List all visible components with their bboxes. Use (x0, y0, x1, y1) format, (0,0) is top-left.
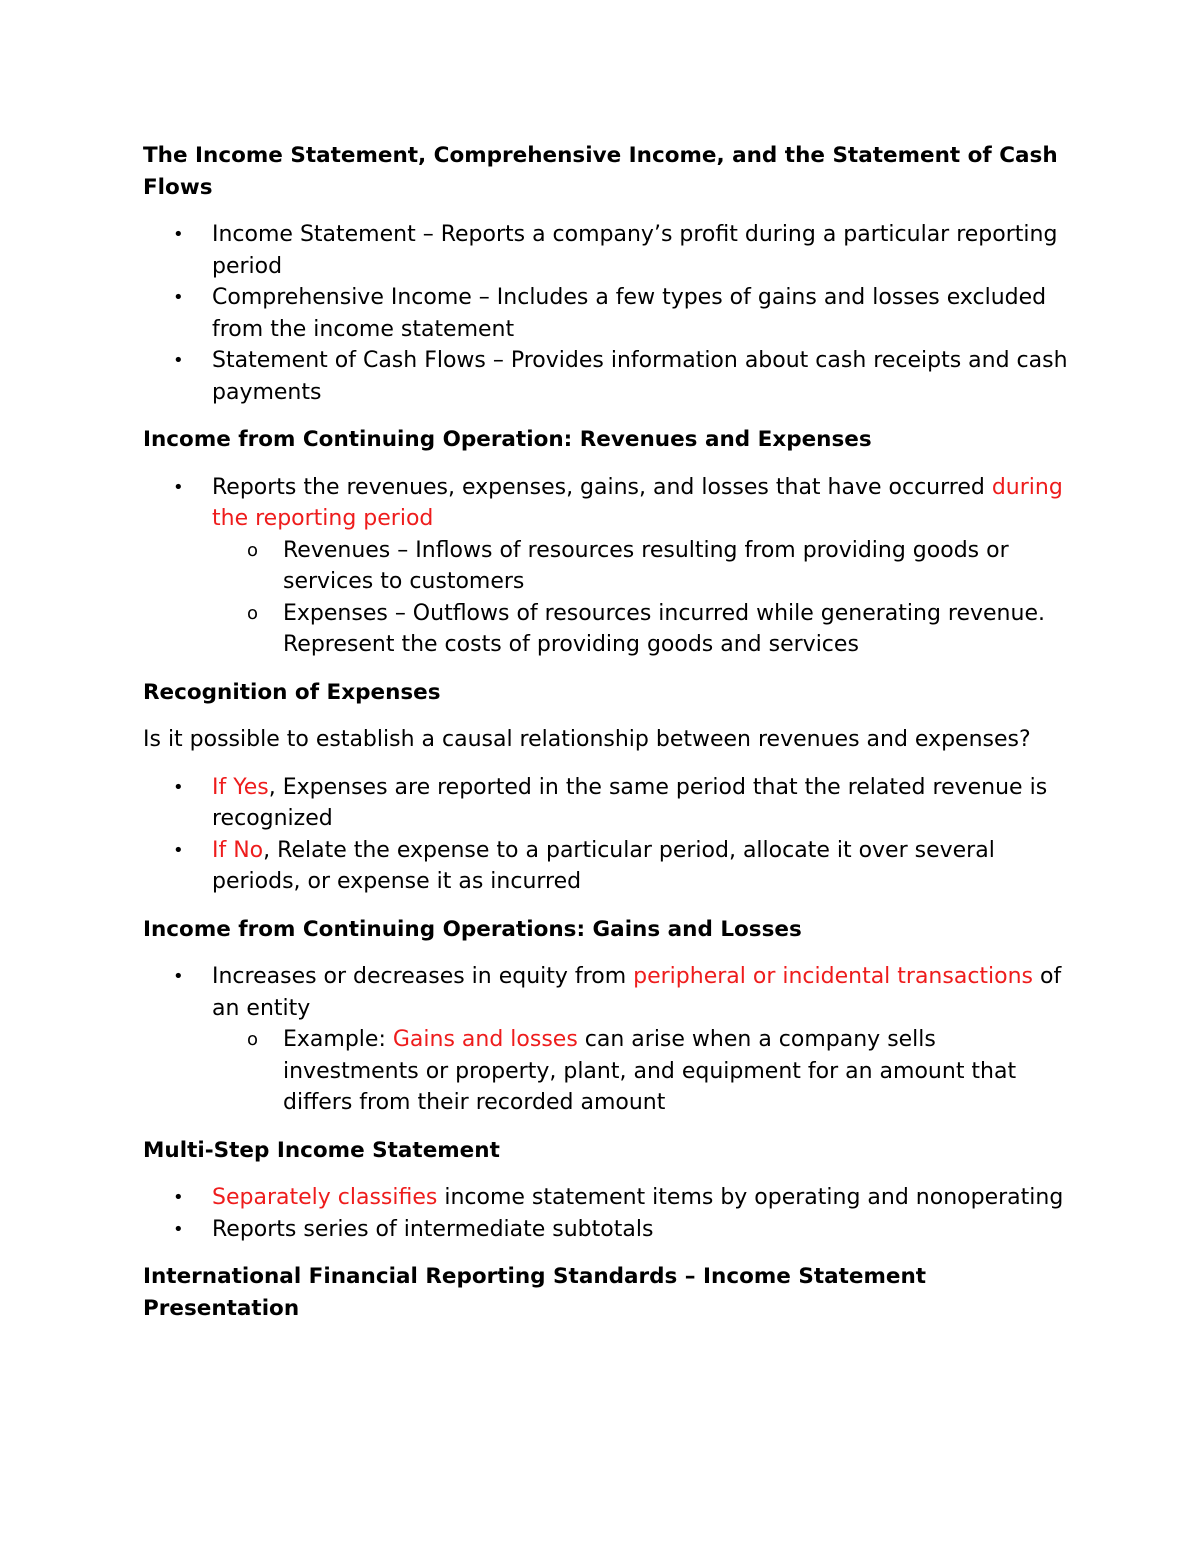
list-item-text: Comprehensive Income – Includes a few types of gains and losses excluded from the income statement (212, 285, 1047, 342)
list-item-text: can arise when a company sells investments or property, plant, and equipment for an amount that differs from their recorded amount (283, 1027, 1017, 1115)
document-content (143, 140, 1068, 1340)
list-item-text: Reports series of intermediate subtotals (212, 1216, 654, 1242)
bullet-icon: • (173, 776, 184, 798)
list-item-text: income statement items by operating and nonoperating (437, 1185, 1064, 1210)
list-item (143, 835, 1068, 898)
sub-list-item (143, 1024, 1068, 1119)
list-item-text: Reports the revenues, expenses, gains, and losses that have occurred (212, 474, 992, 500)
section-heading-ifrs: International Financial Reporting Standards – Income Statement Presentation (143, 1264, 927, 1321)
bullet-list-revenues-expenses (143, 472, 1068, 661)
list-item-text: Income Statement – Reports a company’s profit during a particular reporting period (212, 222, 1058, 279)
bullet-icon: • (173, 224, 184, 245)
list-item (143, 961, 1068, 1024)
section-heading-multi-step: Multi-Step Income Statement (143, 1137, 500, 1163)
list-item-text: , Expenses are reported in the same period that the related revenue is recognized (212, 774, 1048, 831)
bullet-list-recognition (143, 772, 1068, 898)
list-item (143, 219, 1068, 282)
bullet-list-multi-step (143, 1182, 1068, 1245)
sub-list-item (143, 535, 1068, 598)
highlighted-text: If No (212, 837, 264, 863)
bullet-list-statements (143, 219, 1068, 408)
list-item (143, 472, 1068, 535)
bullet-icon: • (173, 287, 184, 308)
list-item-text: , Relate the expense to a particular period, allocate it over several periods, or expense it as incurred (212, 837, 995, 894)
list-item-text: of an entity (212, 964, 1062, 1021)
bullet-icon: • (173, 476, 184, 498)
bullet-icon: • (173, 1187, 184, 1208)
list-item-text: Increases or decreases in equity from (212, 964, 634, 989)
highlighted-text: If Yes (212, 774, 269, 800)
section-heading-gains-losses: Income from Continuing Operations: Gains and Losses (143, 916, 802, 942)
sub-list-item (143, 598, 1068, 661)
bullet-icon: • (173, 966, 184, 987)
section-heading-recognition-expenses: Recognition of Expenses (143, 679, 441, 705)
body-paragraph: Is it possible to establish a causal relationship between revenues and expenses? (143, 727, 1031, 752)
bullet-icon: • (173, 1218, 184, 1240)
bullet-icon: • (173, 350, 184, 371)
list-item-text: Statement of Cash Flows – Provides information about cash receipts and cash payments (212, 348, 1068, 405)
list-item (143, 1182, 1068, 1214)
circle-bullet-icon: o (247, 602, 259, 624)
highlighted-text: peripheral or incidental transactions (633, 964, 1034, 989)
circle-bullet-icon: o (247, 539, 259, 561)
list-item (143, 345, 1068, 408)
list-item-text: Expenses – Outflows of resources incurred while generating revenue. Represent the costs of providing goods and services (283, 600, 1045, 657)
highlighted-text: Gains and losses (392, 1027, 578, 1052)
bullet-list-gains-losses (143, 961, 1068, 1119)
list-item (143, 282, 1068, 345)
highlighted-text: Separately classifies (212, 1185, 438, 1210)
list-item (143, 772, 1068, 835)
list-item-text: Revenues – Inflows of resources resulting from providing goods or services to customers (283, 537, 1009, 594)
bullet-icon: • (173, 839, 184, 861)
list-item-text: Example: (283, 1027, 393, 1052)
list-item (143, 1214, 1068, 1246)
section-heading-income-statement: The Income Statement, Comprehensive Income, and the Statement of Cash Flows (143, 143, 1058, 200)
circle-bullet-icon: o (247, 1029, 259, 1050)
highlighted-text: during the reporting period (212, 474, 1063, 531)
section-heading-revenues-expenses: Income from Continuing Operation: Revenues and Expenses (143, 427, 872, 452)
